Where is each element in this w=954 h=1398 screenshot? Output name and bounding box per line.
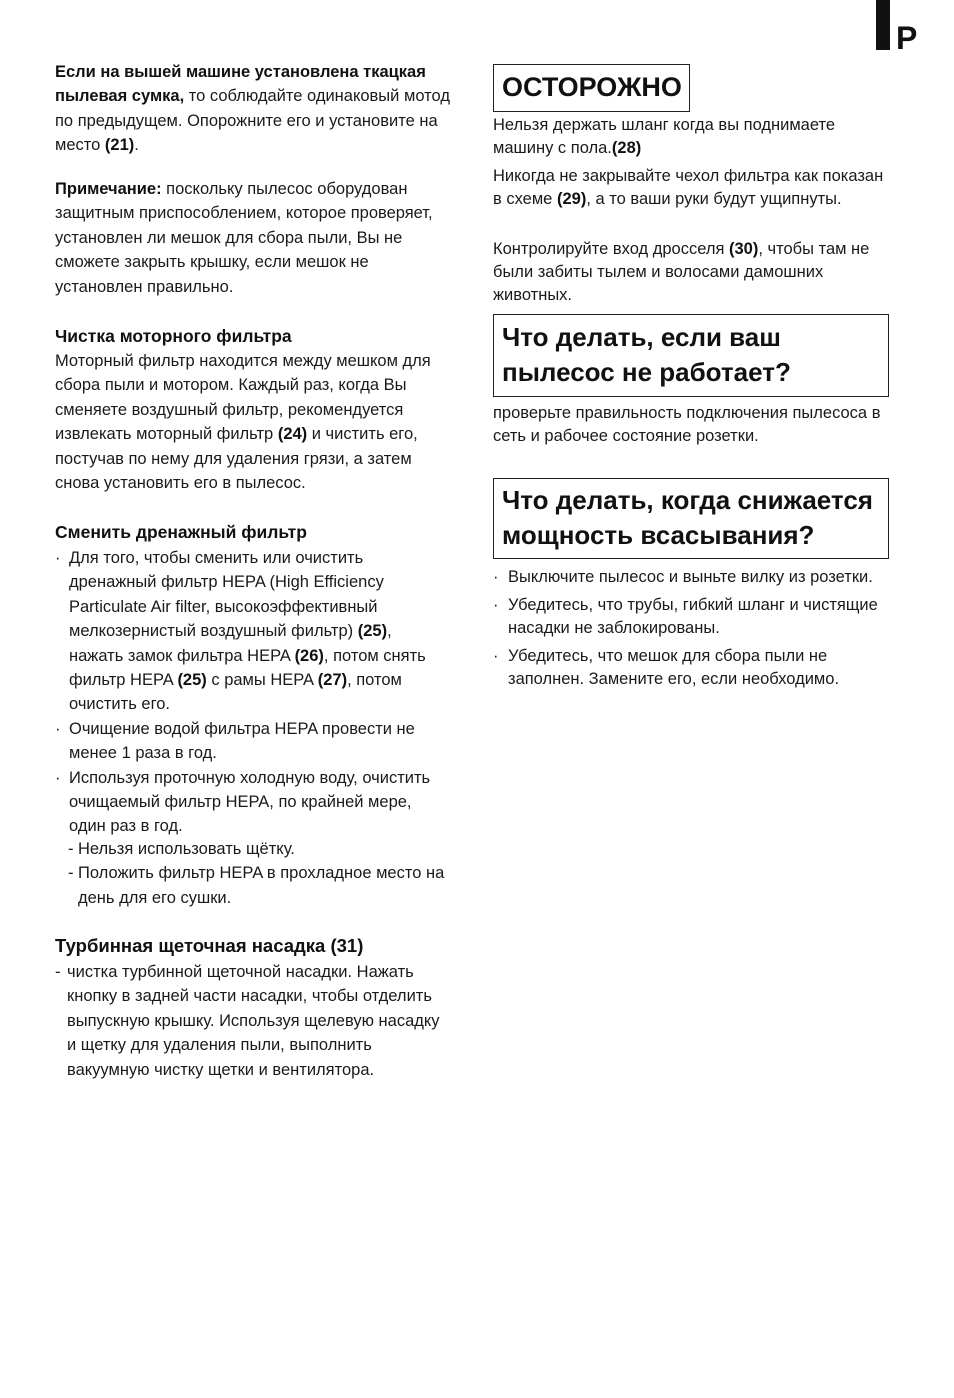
suction-heading-box [493,478,889,559]
motor-filter-paragraph [55,349,450,495]
suction-bullet [493,566,893,589]
ref-27: (27) [317,671,348,690]
dash-marker: - [68,840,74,858]
note-label: Примечание: [55,180,162,198]
suction-bullet [493,645,893,691]
section-letter: P [896,20,918,56]
caution-text: Контролируйте вход дросселя [493,240,725,258]
caution-title: ОСТОРОЖНО [502,72,682,102]
motor-filter-heading: Чистка моторного фильтра [55,326,292,346]
bullet-text: , нажать замок фильтра HEPA [69,622,392,665]
bullet-text: , потом очистить его. [69,671,402,714]
dash-marker: - [68,864,74,883]
dust-bag-paragraph [55,60,450,158]
ref-30: (30) [729,240,759,258]
sub-item [68,861,450,910]
bullet-text: Используя проточную холодную воду, очистить очищаемый фильтр HEPA, по крайней мере, один раз в год. [69,768,431,836]
drain-filter-bullet [55,546,450,717]
caution-heading-box [493,64,690,112]
drain-filter-bullet [55,717,450,766]
sub-item [68,837,450,861]
turbo-brush-text: чистка турбинной щеточной насадки. Нажать кнопку в задней части насадки, чтобы отделить выпускную крышку. Используя щелевую насадку и щетку для удаления пыли, выполнить вакуумную чистку щетки и вентилятора. [67,963,440,1079]
motor-filter-text-after: и чистить его, постучав по нему для удаления грязи, а затем снова установить его в пылесос. [55,425,418,493]
caution-paragraph-1 [493,114,893,160]
turbo-brush-heading: Турбинная щеточная насадка (31) [55,935,364,956]
not-working-title: Что делать, если ваш пылесос не работает? [502,322,791,387]
bullet-dot: · [493,596,499,614]
bullet-text: , потом снять фильтр HEPA [69,646,426,690]
page-section-marker [876,0,936,56]
bullet-dot: · [55,549,61,567]
motor-filter-ref: (24) [277,425,308,444]
bullet-text: Очищение водой фильтра HEPA провести не менее 1 раза в год. [69,719,415,763]
not-working-heading-box [493,314,889,397]
bullet-dot: · [493,647,499,665]
drain-filter-sublist [68,837,450,910]
suction-bullet-text: Выключите пылесос и выньте вилку из розетки. [508,568,873,586]
section-bar [876,0,890,50]
caution-text: Нельзя держать шланг когда вы поднимаете машину с пола. [493,116,836,157]
bullet-text: с рамы HEPA [206,671,314,690]
dust-bag-text: то соблюдайте одинаковый мотод по предыдущем. Опорожните его и установите на место [55,87,450,155]
bullet-dot: · [55,719,61,738]
caution-text: , чтобы там не были забиты тылем и волосами дамошних животных. [493,240,870,304]
caution-text: , а то ваши руки будут ущипнуты. [586,190,842,208]
ref-28: (28) [611,139,642,157]
suction-bullet-text: Убедитесь, что мешок для сбора пыли не заполнен. Замените его, если необходимо. [508,647,840,688]
caution-paragraph-2 [493,165,893,211]
caution-paragraph-3 [493,238,893,307]
bullet-dot: · [55,768,61,787]
ref-25: (25) [357,622,388,641]
sub-item-text: Нельзя использовать щётку. [78,840,295,858]
drain-filter-heading: Сменить дренажный фильтр [55,522,307,542]
dust-bag-lead: Если на вышей машине установлена ткацкая пылевая сумка, [55,63,426,106]
dash-marker: - [55,963,61,981]
sub-item-text: Положить фильтр HEPA в прохладное место на день для его сушки. [78,864,445,907]
motor-filter-text-before: Моторный фильтр находится между мешком для сбора пыли и мотором. Каждый раз, когда Вы сменяете воздушный фильтр, рекомендуется извлекать моторный фильтр [55,352,431,444]
ref-25b: (25) [177,671,207,690]
suction-list [493,566,893,696]
dust-bag-ref: (21) [104,136,135,155]
note-paragraph [55,177,450,299]
not-working-paragraph: проверьте правильность подключения пылесоса в сеть и рабочее состояние розетки. [493,404,881,445]
drain-filter-bullet [55,766,450,839]
bullet-dot: · [493,568,499,586]
dust-bag-tail: . [134,136,139,155]
drain-filter-list [55,546,450,839]
turbo-brush-body [55,960,450,1082]
suction-bullet [493,594,893,640]
caution-text: Никогда не закрывайте чехол фильтра как показан в схеме [493,167,884,208]
suction-title: Что делать, когда снижается мощность всасывания? [502,485,873,550]
note-text: поскольку пылесос оборудован защитным приспособлением, которое проверяет, установлен ли мешок для сбора пыли, Вы не сможете закрыть крышку, если мешок не установлен правильно. [55,180,433,296]
ref-26: (26) [294,646,324,665]
suction-bullet-text: Убедитесь, что трубы, гибкий шланг и чистящие насадки не заблокированы. [508,596,878,637]
bullet-text: Для того, чтобы сменить или очистить дренажный фильтр HEPA (High Efficiency Particulate Air filter, высокоэффективный мелкозернистый воздушный фильтр) [69,549,384,641]
ref-29: (29) [556,190,587,208]
